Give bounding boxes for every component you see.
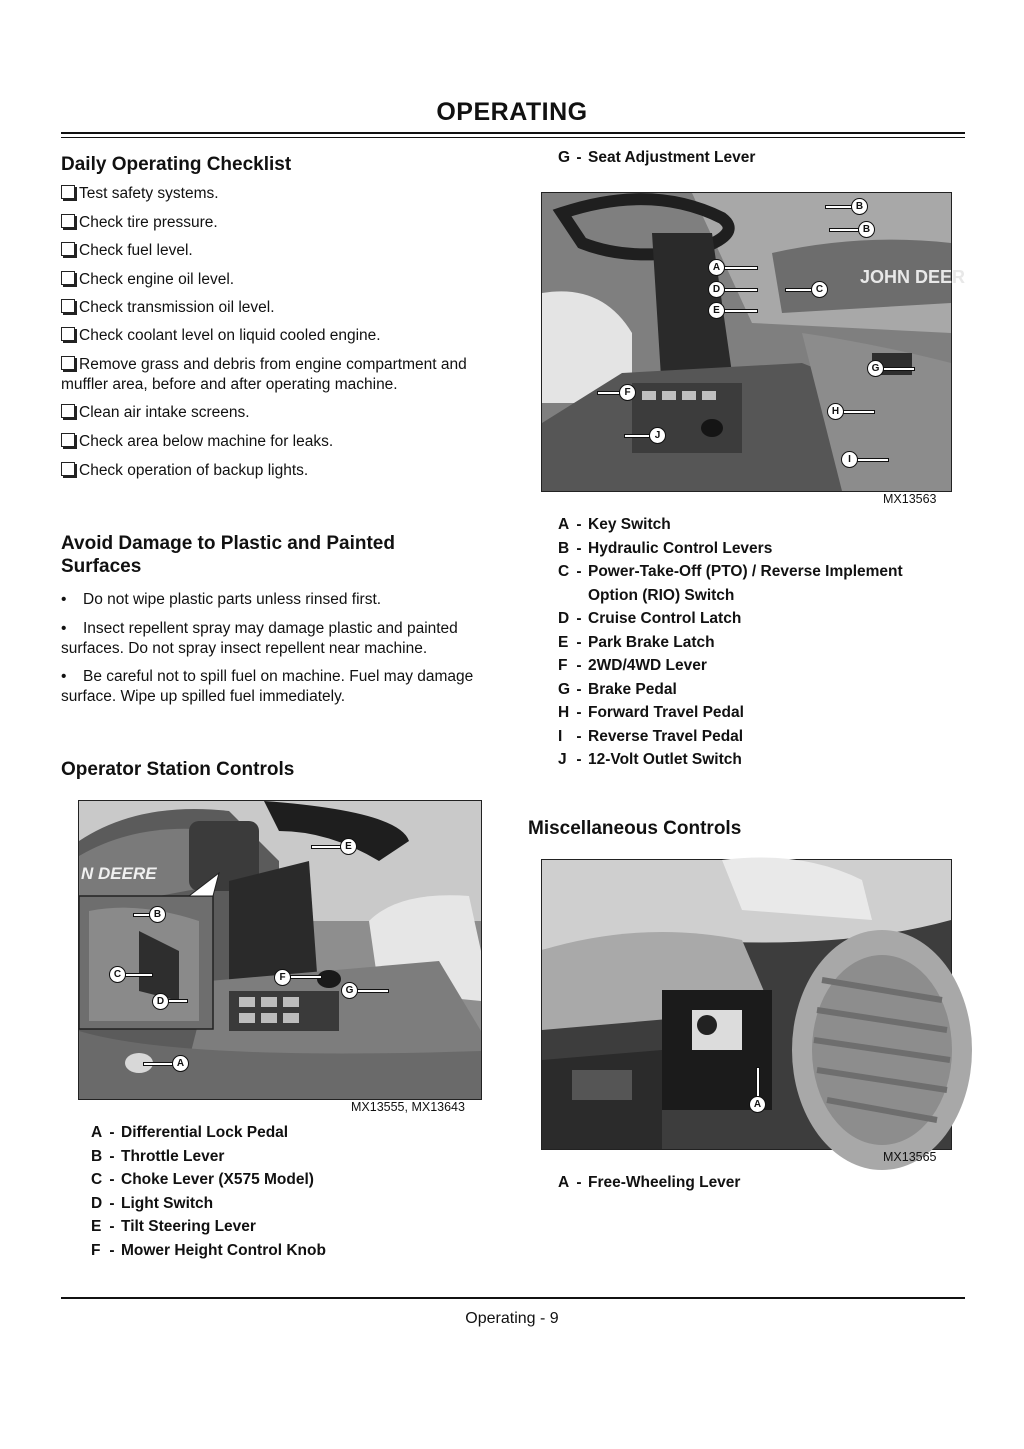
legend-row <box>558 607 903 631</box>
legend-text: Seat Adjustment Lever <box>588 149 756 166</box>
legend-text-wrap <box>121 1215 256 1239</box>
legend-text: Differential Lock Pedal <box>121 1124 289 1141</box>
callout-label: A <box>749 1096 766 1113</box>
legend-text-wrap <box>121 1168 314 1192</box>
legend-letter: D <box>558 610 570 627</box>
legend-dash: - <box>576 751 582 768</box>
callout-label: B <box>851 198 868 215</box>
legend-text-wrap <box>588 654 707 678</box>
callout-leader-line <box>725 267 757 269</box>
legend-row <box>558 1171 740 1195</box>
misc-figure-caption: MX13565 <box>883 1150 937 1164</box>
avoid-damage-heading <box>61 532 395 578</box>
legend-text: Reverse Travel Pedal <box>588 727 744 745</box>
legend-row <box>91 1168 326 1192</box>
callout-label: B <box>149 906 166 923</box>
legend-letter: J <box>558 751 567 768</box>
callout-label: B <box>858 221 875 238</box>
legend-row <box>558 631 903 655</box>
legend-text: Cruise Control Latch <box>588 610 742 627</box>
callout-leader-line <box>725 310 757 312</box>
legend-row <box>91 1239 326 1263</box>
dashboard-legend <box>558 513 903 772</box>
legend-letter: G <box>558 680 571 698</box>
legend-letter: A <box>558 1174 570 1191</box>
checkbox-icon <box>61 271 75 285</box>
legend-dash: - <box>576 680 582 698</box>
checklist-item <box>61 270 491 290</box>
legend-letter: A <box>558 516 570 533</box>
callout-label: J <box>649 427 666 444</box>
legend-dash: - <box>576 539 582 557</box>
checkbox-icon <box>61 299 75 313</box>
legend-dash: - <box>576 563 582 580</box>
photo-brand-text: JOHN DEER <box>860 267 966 287</box>
bullet-icon: • <box>61 591 67 608</box>
legend-dash: - <box>576 610 582 627</box>
legend-text: Park Brake Latch <box>588 633 715 651</box>
callout-label: H <box>827 403 844 420</box>
callout-leader-line <box>786 289 811 291</box>
legend-dash: - <box>109 1147 115 1165</box>
callout-label: G <box>341 982 358 999</box>
legend-text: Power-Take-Off (PTO) / Reverse Implement <box>588 563 903 580</box>
legend-row <box>558 725 903 749</box>
checkbox-icon <box>61 462 75 476</box>
checklist-item-text: Test safety systems. <box>79 185 219 202</box>
legend-text: Mower Height Control Knob <box>121 1241 326 1259</box>
checkbox-icon <box>61 356 75 370</box>
checkbox-icon <box>61 242 75 256</box>
legend-text: Key Switch <box>588 516 671 533</box>
title-rule-thin <box>61 137 965 138</box>
callout-leader-line <box>725 289 757 291</box>
legend-dash: - <box>576 727 582 745</box>
callout-label: A <box>172 1055 189 1072</box>
legend-text-continued: Option (RIO) Switch <box>588 586 735 604</box>
checklist-item <box>61 432 491 452</box>
checkbox-icon <box>61 404 75 418</box>
legend-text: 12-Volt Outlet Switch <box>588 751 742 768</box>
photo-brand-text: N DEERE <box>81 864 157 883</box>
legend-text-wrap <box>588 725 743 749</box>
operator-station-photo <box>78 800 482 1100</box>
dashboard-figure-caption: MX13563 <box>883 492 937 506</box>
callout-label: F <box>274 969 291 986</box>
legend-row <box>558 537 903 561</box>
legend-dash: - <box>109 1171 115 1188</box>
callout-label: F <box>619 384 636 401</box>
callout-leader-line <box>134 914 149 916</box>
legend-letter: C <box>558 563 570 580</box>
legend-dash: - <box>576 704 582 721</box>
bullet-icon: • <box>61 668 67 685</box>
legend-letter: F <box>91 1241 101 1259</box>
legend-text: Hydraulic Control Levers <box>588 539 773 557</box>
callout-leader-line <box>126 974 152 976</box>
legend-text: Light Switch <box>121 1194 214 1212</box>
legend-text: Throttle Lever <box>121 1147 225 1165</box>
legend-text: Free-Wheeling Lever <box>588 1174 741 1191</box>
legend-letter: B <box>91 1147 103 1165</box>
legend-letter: F <box>558 657 568 674</box>
checklist-item-text: Check area below machine for leaks. <box>79 433 334 450</box>
legend-text-wrap <box>121 1145 224 1169</box>
legend-text-wrap <box>588 678 677 702</box>
operator-station-figure-caption: MX13555, MX13643 <box>351 1100 465 1114</box>
legend-text-wrap <box>588 748 742 772</box>
callout-label: C <box>811 281 828 298</box>
seat-adjustment-item <box>558 146 755 170</box>
legend-dash: - <box>109 1124 115 1141</box>
legend-text-wrap <box>588 513 671 537</box>
callout-label: D <box>152 993 169 1010</box>
legend-dash: - <box>109 1241 115 1259</box>
legend-row <box>558 560 903 607</box>
bullet-item <box>61 667 493 707</box>
callout-leader-line <box>312 846 340 848</box>
callout-label: E <box>340 838 357 855</box>
page-footer: Operating - 9 <box>465 1310 559 1327</box>
legend-letter: A <box>91 1124 103 1141</box>
callout-leader-line <box>598 392 619 394</box>
legend-letter: I <box>558 727 563 745</box>
legend-letter: E <box>558 633 569 651</box>
callout-leader-line <box>291 976 321 978</box>
legend-dash: - <box>576 516 582 533</box>
checklist-item-text: Remove grass and debris from engine compartment and muffler area, before and after operating machine. <box>61 356 467 393</box>
callout-label: G <box>867 360 884 377</box>
legend-row <box>558 654 903 678</box>
checkbox-icon <box>61 185 75 199</box>
legend-text-wrap <box>121 1121 288 1145</box>
checkbox-icon <box>61 214 75 228</box>
legend-text-wrap <box>121 1192 213 1216</box>
callout-leader-line <box>826 206 851 208</box>
legend-text-wrap <box>588 631 715 655</box>
legend-text-wrap <box>588 537 772 561</box>
legend-row <box>558 748 903 772</box>
legend-row <box>91 1145 326 1169</box>
bullet-item-text: Be careful not to spill fuel on machine. Fuel may damage surface. Wipe up spilled fuel immediately. <box>61 668 474 705</box>
daily-checklist-heading: Daily Operating Checklist <box>61 154 292 175</box>
checklist-item <box>61 241 491 261</box>
misc-controls-heading: Miscellaneous Controls <box>528 818 742 839</box>
legend-dash: - <box>576 149 582 166</box>
legend-row <box>558 513 903 537</box>
legend-letter: D <box>91 1194 103 1212</box>
checkbox-icon <box>61 433 75 447</box>
checklist-item <box>61 355 491 395</box>
legend-row <box>91 1121 326 1145</box>
legend-dash: - <box>576 657 582 674</box>
bullet-item-text: Insect repellent spray may damage plastic and painted surfaces. Do not spray insect repellent near machine. <box>61 620 458 657</box>
callout-label: C <box>109 966 126 983</box>
footer-rule <box>61 1297 965 1299</box>
legend-row <box>558 678 903 702</box>
callout-leader-line <box>169 1000 187 1002</box>
legend-text-wrap <box>588 607 741 631</box>
legend-text: Forward Travel Pedal <box>588 704 744 721</box>
callout-label: E <box>708 302 725 319</box>
misc-controls-photo <box>541 859 952 1150</box>
misc-controls-legend <box>558 1171 740 1195</box>
bullet-icon: • <box>61 620 67 637</box>
bullet-item <box>61 590 493 610</box>
title-rule-thick <box>61 132 965 134</box>
legend-text: 2WD/4WD Lever <box>588 657 707 674</box>
page-title: OPERATING <box>436 98 588 126</box>
checklist-item-text: Clean air intake screens. <box>79 404 250 421</box>
bullet-item-text: Do not wipe plastic parts unless rinsed first. <box>83 591 382 608</box>
legend-text: Brake Pedal <box>588 680 677 698</box>
callout-label: I <box>841 451 858 468</box>
checklist-item-text: Check engine oil level. <box>79 271 235 288</box>
callout-leader-line <box>757 1068 759 1096</box>
legend-letter: C <box>91 1171 103 1188</box>
callout-leader-line <box>625 435 649 437</box>
legend-text: Choke Lever (X575 Model) <box>121 1171 314 1188</box>
callout-leader-line <box>358 990 388 992</box>
checklist-item-text: Check coolant level on liquid cooled engine. <box>79 327 381 344</box>
legend-letter: E <box>91 1218 102 1235</box>
legend-text-wrap <box>588 1171 740 1195</box>
legend-dash: - <box>109 1218 115 1235</box>
legend-text-wrap <box>121 1239 326 1263</box>
legend-dash: - <box>109 1194 115 1212</box>
callout-leader-line <box>858 459 888 461</box>
legend-text-wrap <box>588 701 744 725</box>
legend-text: Tilt Steering Lever <box>121 1218 256 1235</box>
avoid-damage-heading-line1: Avoid Damage to Plastic and Painted <box>61 533 395 554</box>
checklist-item <box>61 461 491 481</box>
checklist-item <box>61 326 491 346</box>
dashboard-photo <box>541 192 966 492</box>
legend-letter: H <box>558 704 570 721</box>
checkbox-icon <box>61 327 75 341</box>
checklist-item-text: Check tire pressure. <box>79 214 218 231</box>
checklist-item <box>61 403 491 423</box>
legend-letter: B <box>558 539 570 557</box>
checklist-item-text: Check transmission oil level. <box>79 299 275 316</box>
legend-dash: - <box>576 633 582 651</box>
checklist-item <box>61 213 491 233</box>
checklist-item <box>61 184 491 204</box>
callout-leader-line <box>844 411 874 413</box>
bullet-item <box>61 619 493 659</box>
callout-leader-line <box>830 229 858 231</box>
legend-row <box>558 701 903 725</box>
avoid-damage-heading-line2: Surfaces <box>61 556 142 577</box>
callout-label: A <box>708 259 725 276</box>
callout-leader-line <box>884 368 914 370</box>
legend-letter: G <box>558 149 571 166</box>
checklist-item-text: Check operation of backup lights. <box>79 462 309 479</box>
operator-station-legend <box>91 1121 326 1262</box>
legend-dash: - <box>576 1174 582 1191</box>
callout-leader-line <box>144 1063 172 1065</box>
legend-text-wrap <box>588 560 903 607</box>
operator-station-heading: Operator Station Controls <box>61 759 295 780</box>
callout-label: D <box>708 281 725 298</box>
checklist-item-text: Check fuel level. <box>79 242 193 259</box>
legend-row <box>91 1192 326 1216</box>
legend-row <box>91 1215 326 1239</box>
checklist-item <box>61 298 491 318</box>
